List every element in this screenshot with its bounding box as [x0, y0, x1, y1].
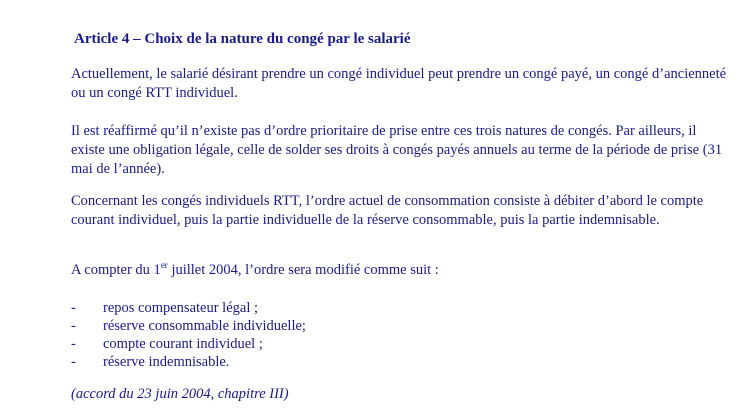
list-dash: -	[71, 318, 76, 334]
paragraph-new-order-intro	[71, 261, 731, 280]
list-item	[71, 317, 306, 335]
list-item	[71, 299, 306, 317]
list-item-text: repos compensateur légal ;	[103, 300, 259, 316]
list-item-text: réserve consommable individuelle;	[103, 318, 306, 334]
list-dash: -	[71, 354, 76, 370]
list-dash: -	[71, 300, 76, 316]
agreement-reference-note: (accord du 23 juin 2004, chapitre III)	[71, 386, 289, 402]
paragraph-current-situation: Actuellement, le salarié désirant prendre un congé individuel peut prendre un congé payé, un congé d’ancienneté ou un congé RTT individuel.	[71, 66, 727, 101]
intro-prefix: A compter du 1	[71, 262, 161, 278]
consumption-order-list	[71, 299, 306, 371]
paragraph-rtt-consumption: Concernant les congés individuels RTT, l’ordre actuel de consommation consiste à débiter d’abord le compte courant individuel, puis la partie individuelle de la réserve consommable, puis la partie indemnisable.	[71, 193, 704, 228]
list-item-text: réserve indemnisable.	[103, 354, 230, 370]
intro-superscript: er	[160, 260, 168, 271]
paragraph-no-priority: Il est réaffirmé qu’il n’existe pas d’ordre prioritaire de prise entre ces trois natures de congés. Par ailleurs, il existe une obligation légale, celle de solder ses droits à congés payés annuels au terme de la période de prise (31 mai de l’année).	[71, 123, 723, 177]
list-item-text: compte courant individuel ;	[103, 336, 263, 352]
list-item	[71, 335, 306, 353]
article-title: Article 4 – Choix de la nature du congé par le salarié	[74, 31, 411, 47]
list-item	[71, 353, 306, 371]
list-dash: -	[71, 336, 76, 352]
intro-suffix: juillet 2004, l’ordre sera modifié comme suit :	[167, 262, 439, 278]
